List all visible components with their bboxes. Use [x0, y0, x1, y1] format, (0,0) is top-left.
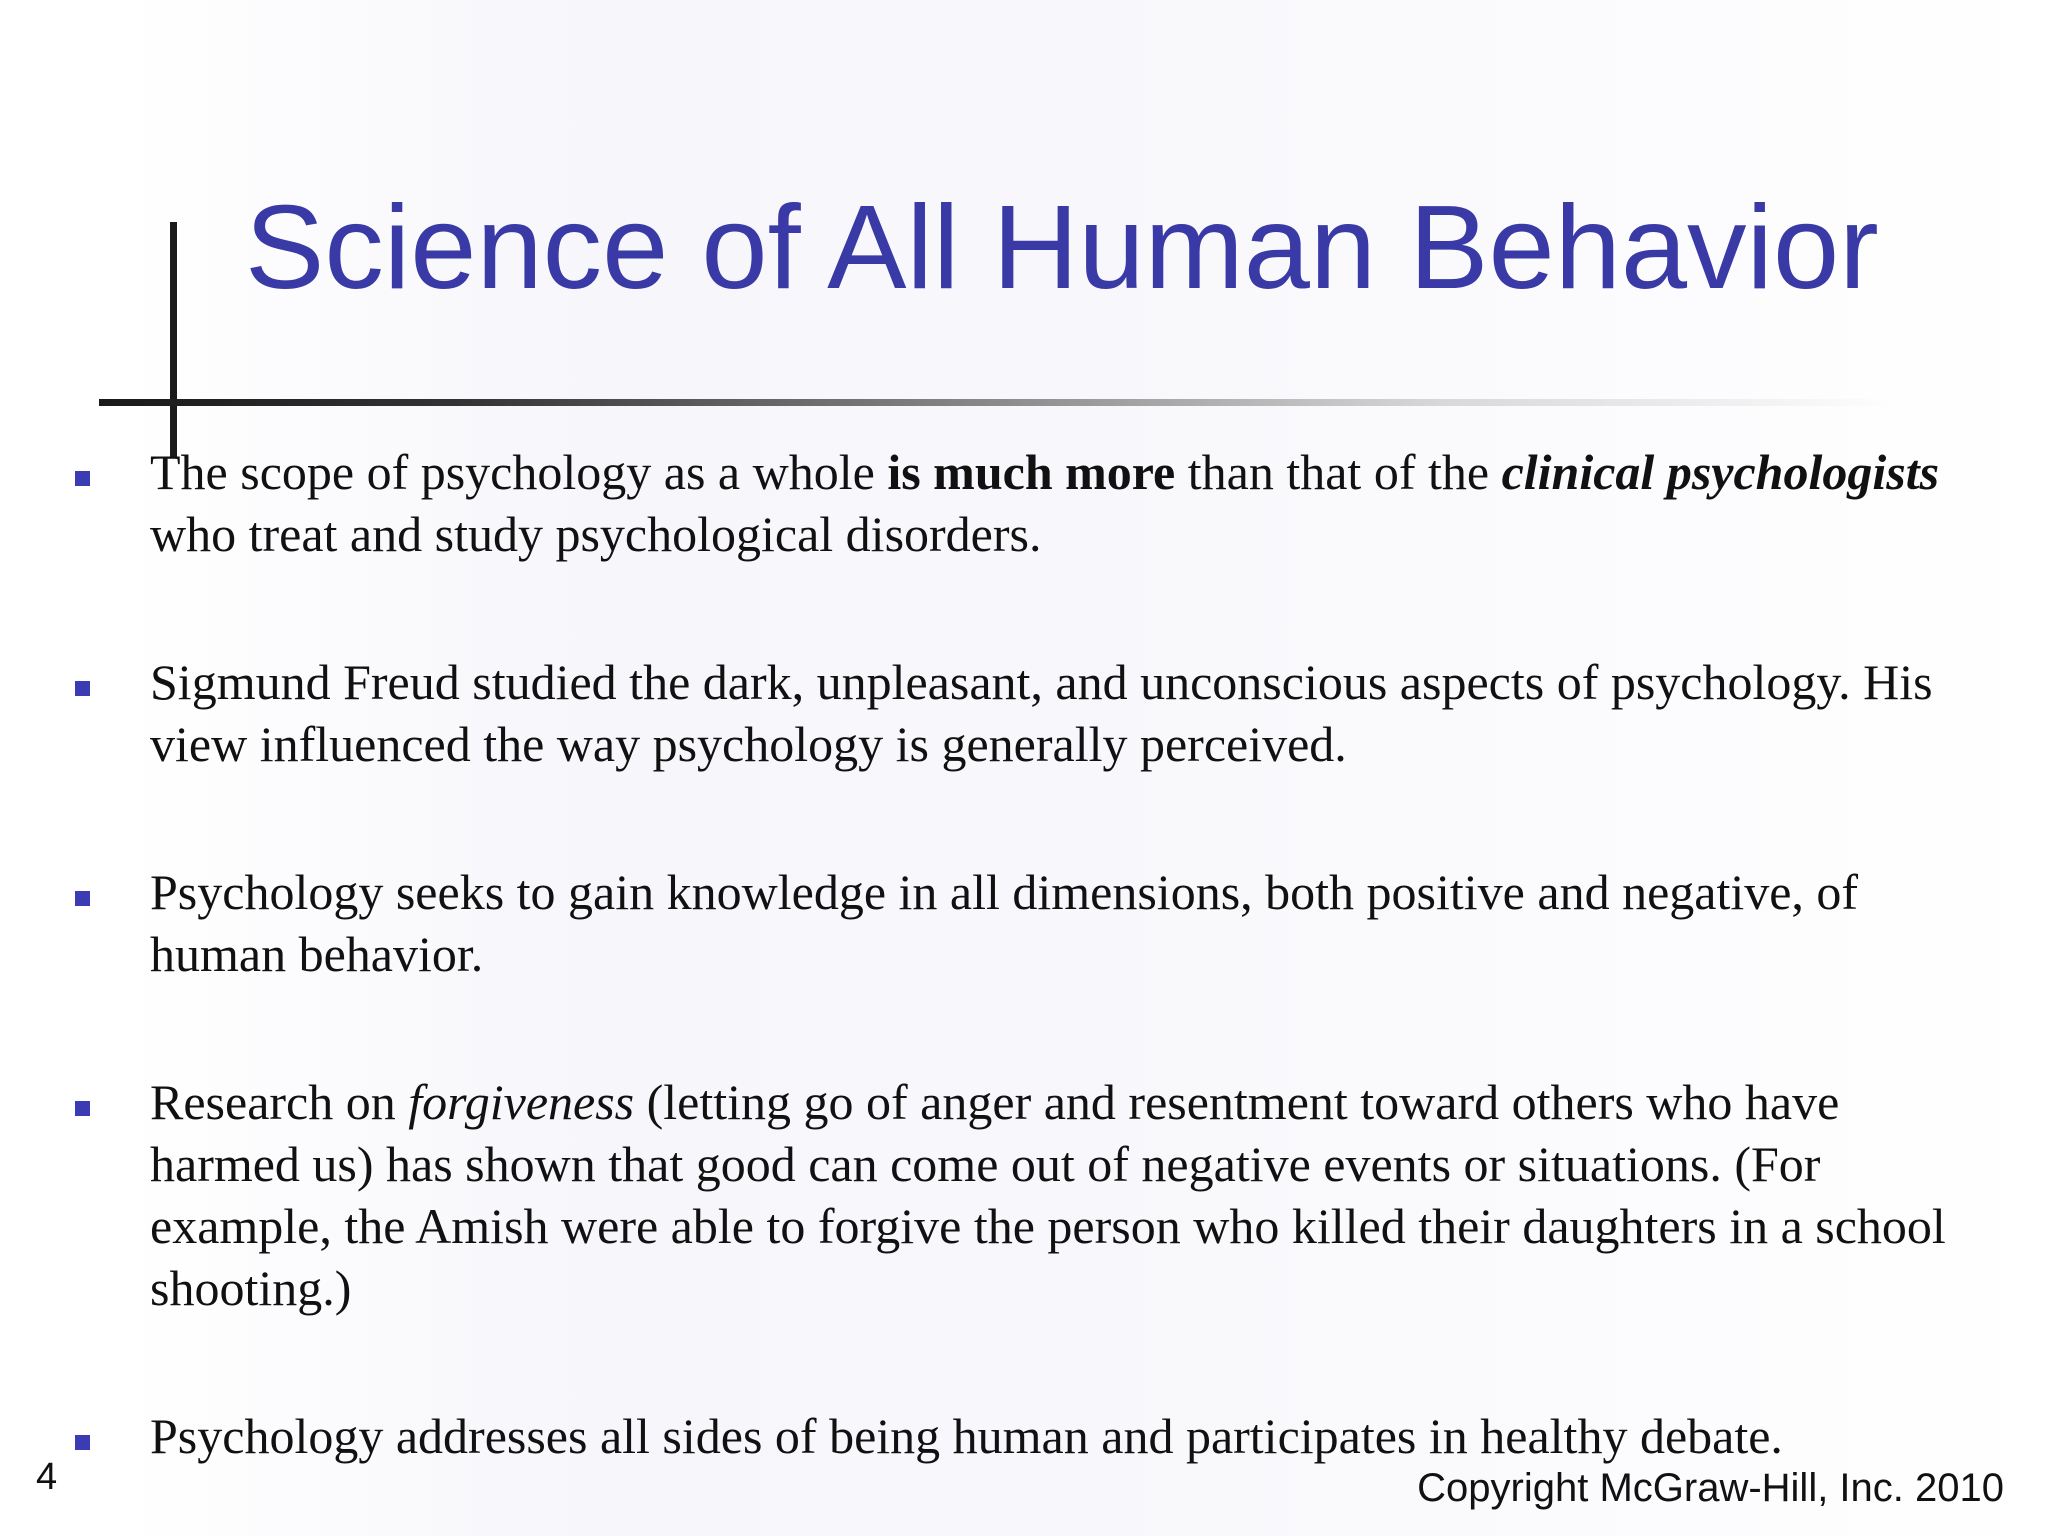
page-number: 4 — [36, 1456, 58, 1498]
title-vertical-rule — [170, 222, 177, 458]
slide-title: Science of All Human Behavior — [245, 181, 1879, 314]
square-bullet-icon — [75, 1101, 90, 1116]
bullet-text-bold-italic: clinical psychologists — [1501, 444, 1940, 500]
bullet-text: The scope of psychology as a whole — [150, 444, 888, 500]
bullet-item — [150, 441, 1950, 565]
bullet-item — [150, 861, 1950, 985]
square-bullet-icon — [75, 681, 90, 696]
square-bullet-icon — [75, 1435, 90, 1450]
bullet-text: (letting go of anger and resentment toward others who have harmed us) has shown that good can come out of negative events or situations. (For example, the Amish were able to forgive the person who killed their daughters in a school shooting.) — [150, 1074, 1946, 1316]
bullet-text: than that of the — [1175, 444, 1502, 500]
bullet-item — [150, 1405, 1950, 1467]
bullet-text-italic: forgiveness — [408, 1074, 635, 1130]
bullet-text-bold: is much more — [887, 444, 1176, 500]
bullet-text: Psychology seeks to gain knowledge in all dimensions, both positive and negative, of human behavior. — [150, 864, 1859, 982]
bullet-item — [150, 651, 1950, 775]
square-bullet-icon — [75, 891, 90, 906]
square-bullet-icon — [75, 471, 90, 486]
bullet-item — [150, 1071, 1950, 1319]
bullet-text: Psychology addresses all sides of being human and participates in healthy debate. — [150, 1408, 1783, 1464]
title-horizontal-rule — [99, 399, 1889, 406]
copyright-notice: Copyright McGraw-Hill, Inc. 2010 — [1417, 1466, 2004, 1510]
bullet-text: Sigmund Freud studied the dark, unpleasant, and unconscious aspects of psychology. His view influenced the way psychology is generally perceived. — [150, 654, 1933, 772]
bullet-text: Research on — [150, 1074, 409, 1130]
bullet-text: who treat and study psychological disorders. — [150, 506, 1042, 562]
